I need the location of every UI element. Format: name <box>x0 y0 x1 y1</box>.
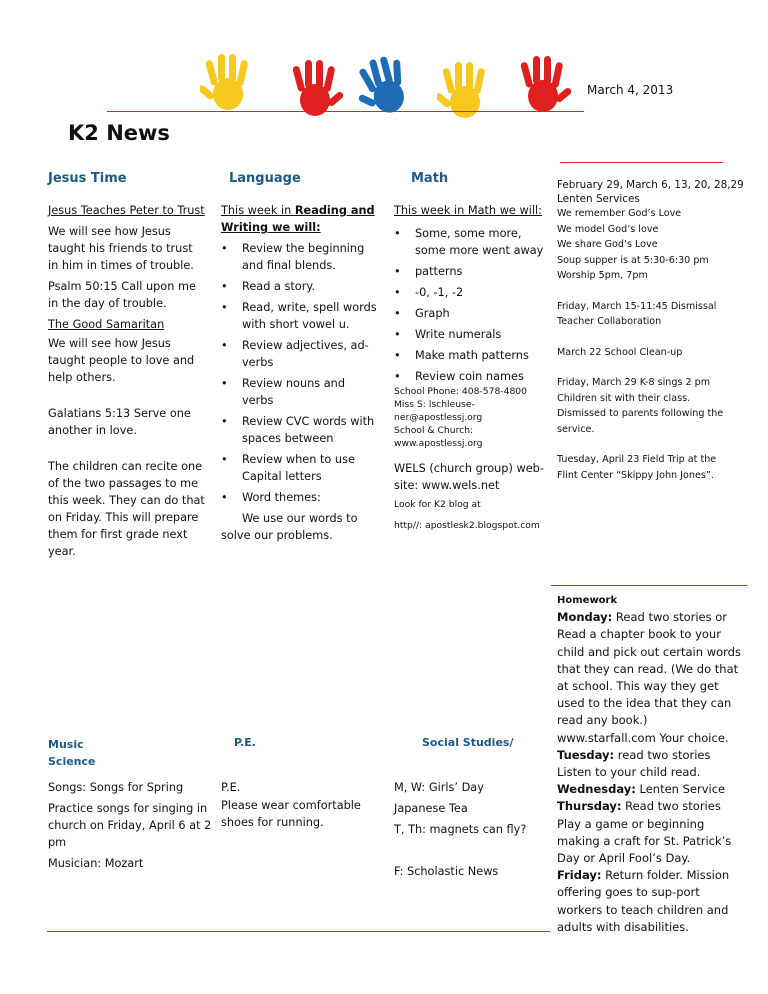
sidebar-calendar <box>557 179 757 483</box>
music-heading-line1: Music <box>48 738 84 751</box>
contact-block <box>394 385 550 450</box>
homework-tuesday <box>557 747 747 781</box>
blog-url[interactable]: http//: apostlesk2.blogspot.com <box>394 520 540 531</box>
language-item: • Read, write, spell words with short vowel u. <box>221 299 379 333</box>
social-tth: T, Th: magnets can fly? <box>394 823 527 836</box>
wednesday-label: Wednesday: <box>557 782 636 797</box>
story2-text: We will see how Jesus taught people to love and help others. <box>48 337 195 384</box>
social-tea: Japanese Tea <box>394 802 468 815</box>
blog-label: Look for K2 blog at <box>394 499 481 510</box>
math-list <box>394 225 550 385</box>
lenten-dates: February 29, March 6, 13, 20, 28,29 <box>557 179 744 191</box>
lenten-line: Soup supper is at 5:30-6:30 pm <box>557 254 709 266</box>
hand-yellow-2-icon <box>437 60 493 122</box>
event-march29: Friday, March 29 K-8 sings 2 pm Children sit with their class. Dismissed to parents following the service. <box>557 377 724 435</box>
pe-heading: P.E. <box>234 736 256 749</box>
sidebar-top-rule <box>560 162 723 163</box>
math-column <box>394 202 550 536</box>
friday-label: Friday: <box>557 868 602 883</box>
newsletter-title: K2 News <box>68 121 170 145</box>
event-march15: Friday, March 15-11:45 Dismissal Teacher Collaboration <box>557 300 717 327</box>
wels-text: WELS (church group) web-site: www.wels.net <box>394 462 544 492</box>
language-intro <box>221 202 379 236</box>
math-item: • Make math patterns <box>394 347 550 364</box>
language-item: • Read a story. <box>221 278 379 295</box>
language-heading: Language <box>229 171 301 186</box>
lenten-line: Worship 5pm, 7pm <box>557 270 648 281</box>
hand-yellow-1-icon <box>200 52 256 114</box>
homework-box <box>557 592 747 936</box>
jesus-time-heading: Jesus Time <box>48 171 127 186</box>
music-musician: Musician: Mozart <box>48 857 144 870</box>
math-item: • Review coin names <box>394 368 550 385</box>
lenten-line: We share God’s Love <box>557 239 658 250</box>
homework-title: Homework <box>557 595 618 606</box>
story1-title: Jesus Teaches Peter to Trust <box>48 204 205 217</box>
recite-text: The children can recite one of the two passages to me this week. They can do that on Friday. This will prepare them for first grade next year. <box>48 460 205 558</box>
hand-red-2-icon <box>515 54 571 116</box>
language-column <box>221 202 379 548</box>
wednesday-text: Lenten Service <box>635 782 726 797</box>
monday-label: Monday: <box>557 610 613 625</box>
music-songs: Songs: Songs for Spring <box>48 781 184 794</box>
friday-text: Return folder. Mission offering goes to sup-port workers to teach children and adults with disabilities. <box>557 868 730 934</box>
lenten-services: Lenten Services <box>557 193 640 205</box>
music-heading-line2: Science <box>48 755 96 768</box>
church-url[interactable]: www.apostlessj.org <box>394 438 483 449</box>
tuesday-text: read two stories Listen to your child read. <box>557 747 711 780</box>
math-item: • -0, -1, -2 <box>394 284 550 301</box>
language-item: • Review adjectives, ad-verbs <box>221 337 379 371</box>
math-item: • Some, some more, some more went away <box>394 225 550 259</box>
teacher-email-label: Miss S: lschleuse- <box>394 399 475 410</box>
thursday-label: Thursday: <box>557 799 622 814</box>
social-mw: M, W: Girls’ Day <box>394 781 484 794</box>
language-closing: We use our words to solve our problems. <box>221 512 358 542</box>
music-heading <box>48 736 96 770</box>
event-march22: March 22 School Clean-up <box>557 346 683 358</box>
language-item: • Review when to use Capital letters <box>221 451 379 485</box>
pe-label: P.E. <box>221 781 241 794</box>
lenten-line: We remember God’s Love <box>557 208 682 219</box>
story1-text: We will see how Jesus taught his friends to trust in him in times of trouble. <box>48 225 194 272</box>
language-item: • Review nouns and verbs <box>221 375 379 409</box>
math-item: • Write numerals <box>394 326 550 343</box>
pe-text: Please wear comfortable shoes for running. <box>221 799 361 829</box>
language-item: • Review CVC words with spaces between <box>221 413 379 447</box>
language-item: • Review the beginning and final blends. <box>221 240 379 274</box>
event-april23: Tuesday, April 23 Field Trip at the Flint Center “Skippy John Jones”. <box>557 454 717 481</box>
church-label: School & Church: <box>394 425 474 436</box>
galatians-verse: Galatians 5:13 Serve one another in love. <box>48 407 191 437</box>
music-column <box>48 779 213 876</box>
language-item: • Word themes: <box>221 489 379 506</box>
tuesday-label: Tuesday: <box>557 747 615 762</box>
hand-blue-icon <box>358 55 414 117</box>
header-rule <box>107 111 584 112</box>
social-f: F: Scholastic News <box>394 865 499 878</box>
monday-text: Read two stories or Read a chapter book to your child and pick out certain words that they can read. (We do that at school. This way they get used to the idea that they can read any book.) www.starfall.com Your choice. <box>557 610 741 745</box>
music-practice: Practice songs for singing in church on Friday, April 6 at 2 pm <box>48 802 212 849</box>
pe-column <box>221 779 371 835</box>
social-studies-heading: Social Studies/ <box>422 736 514 749</box>
school-phone: School Phone: 408-578-4800 <box>394 386 527 397</box>
teacher-email[interactable]: ner@apostlessj.org <box>394 412 483 423</box>
math-item: • patterns <box>394 263 550 280</box>
homework-wednesday <box>557 781 747 798</box>
thursday-text: Read two stories Play a game or beginning making a craft for St. Patrick’s Day or April Fool’s Day. <box>557 799 732 866</box>
homework-thursday <box>557 798 747 867</box>
story2-title: The Good Samaritan <box>48 318 165 331</box>
homework-friday <box>557 867 747 936</box>
footer-rule <box>47 931 550 932</box>
jesus-time-column <box>48 202 206 564</box>
lenten-line: We model God’s love <box>557 223 659 235</box>
language-intro-plain: This week in <box>221 204 295 217</box>
newsletter-date: March 4, 2013 <box>587 83 674 97</box>
math-intro: This week in Math we will: <box>394 204 542 217</box>
homework-top-rule <box>551 585 747 586</box>
language-list <box>221 240 379 506</box>
math-item: • Graph <box>394 305 550 322</box>
language-intro-bold: Reading and Writing we will: <box>221 204 375 234</box>
psalm-verse: Psalm 50:15 Call upon me in the day of trouble. <box>48 280 196 310</box>
homework-monday <box>557 609 747 747</box>
social-studies-column <box>394 779 550 884</box>
math-heading: Math <box>411 171 449 186</box>
